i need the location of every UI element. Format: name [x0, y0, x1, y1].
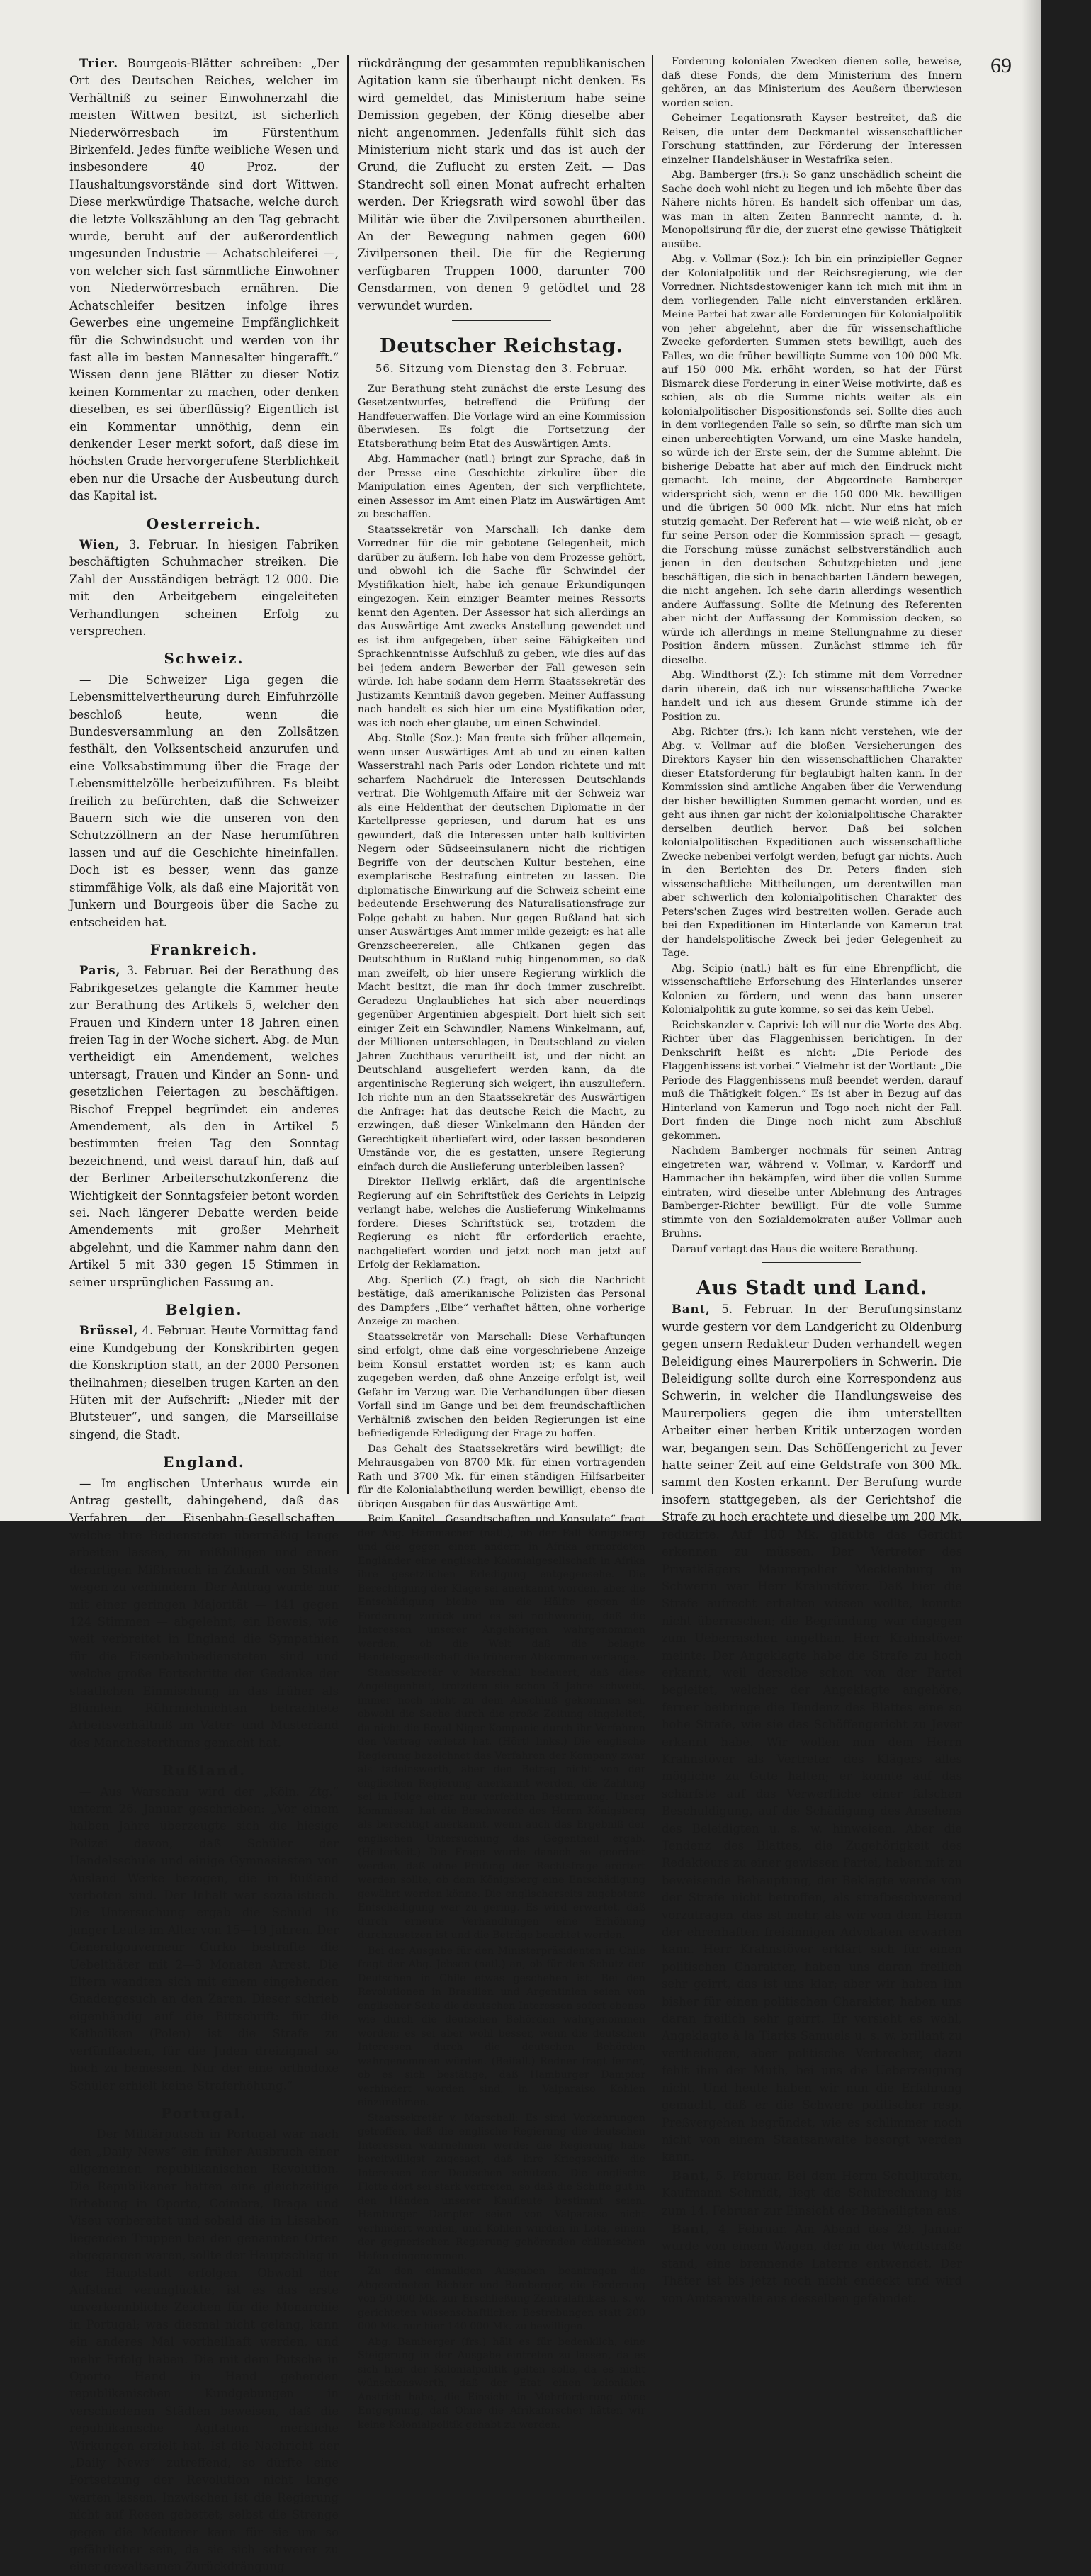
section-heading: Oesterreich.	[146, 514, 262, 532]
article-bruessel	[69, 1322, 339, 1444]
article-text: 3. Februar. Bei der Berathung des Fabrikgesetzes gelangte die Kammer heute zur Berathung des Artikels 5, welcher den Frauen und Kindern unter 18 Jahren einen freien Tag in der Woche sichert. Abg. de Mun vertheidigt ein Amendement, welches untersagt, Frauen und Kinder an Sonn- und gesetzlichen Feiertagen zu beschäftigen. Bischof Freppel begründet ein anderes Amendement, als den in Artikel 5 bestimmten freien Tag den Sonntag bezeichnend, und weist darauf hin, daß auf der Berliner Arbeiterschutzkonferenz die Wichtigkeit der Sonntagsfeier betont worden sei. Nach längerer Debatte werden beide Amendements mit großer Mehrheit abgelehnt, und die Kammer nahm dann den Artikel 5 mit 330 gegen 15 Stimmen in seiner ursprünglichen Fassung an.	[69, 964, 339, 1289]
report-paragraph: Staatssekretär v. Marschall bedauert, daß diese Angelegenheit, trotzdem sie schon 3 Jahre schwebt, immer noch nicht zu dem Abschluß gekommen sei, obwohl die Sache durch die große Zeitung eingeleitet, da nicht die Royal Niger Kompanie durch ihr Verfahren den Vertrag verletzt hat. (Hört! links.) Die englische Regierung bezeichnet das Verfahren der Kompany zwar als tadelnswerth, aber den Betrag nicht von der englischen Regierung anerkannt werden, die Zahlung sei in Folge einer nur verfehlten Bestimmung. Unser Kommissar hat die Beschwerde des Herrn Königsberg als berechtigt anerkannt, wenn auch das Ergebniß der englischen Untersuchung das Gegentheil ergab. (Heiterkeit.) Die Frage wurde danach so geordnet werden, daß ohne Prüfung der Rechtsfrage erörtert werden sollte, ob dem Königsberg eine Entschädigung gewährt werden könne. Die englischerseits zugebotene Entschädigung war zu gering. Es wird erwartet, daß durch erneute Verhandlungen eine Erhöhung durchzusetzen ist und die Beträge beachtet werden.	[358, 1667, 645, 1942]
dateline: Bant,	[672, 2169, 711, 2183]
page-number: 69	[990, 54, 1012, 77]
article-text: 5. Februar. Bei dem Herrn Schuljuraten, Kaufmann Schmidt, liegt die Schulrechnung bis zum 14. Februar zur Einsicht der Betheiligten aus.	[662, 2169, 962, 2217]
article-text: — Der Militärputsch in Portugal war nach den „Daily News“ ein früher Ausbruch einer allgemeinen republikanischen Revolution. Die Republikaner hatten eine gleichzeitige Erhebung in Oporto, Coimbra, Braga und Viseu vorbereitet und sobald die in Lissabon liegenden Truppen bei den genannten Orten abgegangen waren, sollte der Hauptschlag in der Hauptstadt erfolgen. Obwohl der Aufstand verunglückte, ist es das erste unverkennbliche Zeichen für die Monarchie in Portugal; was diesmal nicht gelang, kann ein anderes Mal vortheilhaft werden, und mehr Erfolg haben. Die mit dem Putsche in Oporto Hand in Hand gehenden republikanischen Kundgebungen in verschiedenen Städten beweisen, daß die republikanische Agitation merkliche Wirkungen erzielt hat. Ist die Nachricht der „Daily News“ zutreffend, so dürfte eine Fortsetzung der Revolution nicht lange warten lassen. Inzwischen ist die Regierung nicht auf Rosen gebettet; selbst die Strenge gegen die Meuterer kann für sie um so gefährlicher sein, da sie sich schwerer zu einer gewaltsamen Zurückdrängung	[69, 2127, 339, 2574]
report-paragraph: Staatssekretär v. Marschall: Es sind Vorkehrungen getroffen, daß die englische Regierung die deutschen Interessen wahrnehmen werde; die Regierung habe bereitwilligst zugesagt, daß ihre Kriegsschiffe die Interessen der Deutschen schützen. Die englische Flotte dort sei stark vertreten, so daß die Schiffe gut in den Händen unserer Kaufleute bestimmt seien. Hamburger Dampfer seien von Valparaiso nicht verhindert worden, und Kohlen wurden in Lota, einem der gegnerischen Regierung gehörenden chilenischen Hafen eingenommen.	[358, 2112, 645, 2262]
dateline: Brüssel,	[79, 1324, 139, 1338]
report-paragraph: Darauf vertagt das Haus die weitere Berathung.	[672, 1243, 918, 1255]
report-paragraph: Forderung kolonialen Zwecken dienen solle, beweise, daß diese Fonds, die dem Ministerium des Innern gehören, an das Ministerium des Aeußern überwiesen worden seien.	[662, 56, 962, 109]
section-heading: Frankreich.	[149, 940, 259, 958]
dateline: Paris,	[79, 964, 121, 978]
report-paragraph: Abg. Windthorst (Z.): Ich stimme mit dem Vorredner darin überein, daß ich nur wissenschaftliche Zwecke handelt und ich aus diesem Grunde stimme ich der Position zu.	[662, 670, 962, 723]
column-divider	[652, 55, 653, 1494]
report-paragraph: Abg. Bamberger (frs.): So ganz unschädlich scheint die Sache doch wohl nicht zu liegen und ich möchte über das Nähere nichts hören. Es handelt sich offenbar um das, was man in alten Zeiten Bannrecht nannte, d. h. Monopolisirung für die, der zuerst eine gewisse Thätigkeit ausübe.	[662, 169, 962, 250]
report-paragraph: Abg. v. Vollmar (Soz.): Ich bin ein prinzipieller Gegner der Kolonialpolitik und der Reichsregierung, wie der Vorredner. Nichtsdestoweniger kann ich mich mit ihm in dem vorliegenden Falle nicht einverstanden erklären. Meine Partei hat zwar alle Forderungen für Kolonialpolitik von jeher abgelehnt, aber die für wissenschaftliche Zwecke geforderten Summen stets bewilligt, auch des Falles, wo die früher bewilligte Summe von 100 000 Mk. auf 150 000 Mk. erhöht worden, so hat der Fürst Bismarck diese Forderung in einer Weise motivirte, daß es schien, als ob die Summe nichts weiter als ein kolonialpolitischer Dispositionsfonds sei. Sollte dies auch in dem vorliegenden Falle so sein, so dürfte man sich um einen unberechtigten Vorwand, um eine Maske handeln, so würde ich der Erste sein, der die Summe ablehnt. Die bisherige Debatte hat aber auf mich den Eindruck nicht gemacht. Ich meine, der Abgeordnete Bamberger widerspricht sich, wenn er die 150 000 Mk. bewilligen und die übrigen 50 000 Mk. nicht. Nur eins hat mich stutzig gemacht. Der Referent hat — wie weiß nicht, ob er für seine Person oder die Kommission sprach — gesagt, die Forschung müsse zunächst selbstverständlich auch jenen in den deutschen Schutzgebieten und jene beschäftigen, die sich in benachbarten Ländern bewegen, die nicht angehen. Ich sehe darin allerdings wesentlich andere Auffassung. Sollte die Meinung des Referenten aber nicht der Auffassung der Kommission decken, so würde ich allerdings in meine Stellungnahme zu dieser Position ändern müssen. Zunächst stimme ich für dieselbe.	[662, 254, 962, 666]
section-heading: Portugal.	[161, 2104, 247, 2122]
session-subtitle: 56. Sitzung vom Dienstag den 3. Februar.	[375, 361, 628, 375]
report-paragraph: Reichskanzler v. Caprivi: Ich will nur die Worte des Abg. Richter über das Flaggenhissen berichtigen. In der Denkschrift heißt es nicht: „Die Periode des Flaggenhissens ist vorbei.“ Vielmehr ist der Wortlaut: „Die Periode des Flaggenhissens muß beendet werden, darauf muß die Thätigkeit folgen.“ Es ist aber in Bezug auf das Hinterland von Kamerun und Togo noch nicht der Fall. Dort finden die Dinge noch nicht zum Abschluß gekommen.	[662, 1019, 962, 1142]
reichstag-report-continued	[662, 55, 962, 1256]
report-paragraph: Abg. Bamberger (frs.) hält es für bedenklich, eine Steigerung in der Ausgabe eintreten zu lassen, da es sich hier der Kolonialpolitik gelten solle, da es nicht wünschenswerth, daß der Etat einen kolonialen Anstrich habe, die Einsicht in Mehrforderung ohne Entgegnung, daß Ohne die Afrikaforscher hätten wir keine Kolonialpolitik gehabt zu werden.	[358, 2336, 645, 2431]
dateline: Wien,	[79, 537, 120, 551]
report-paragraph: Staatssekretär von Marschall: Diese Verhaftungen sind erfolgt, ohne daß eine vorgeschriebene Anzeige beim Konsul erstattet worden ist; es kann auch zugegeben werden, daß ohne Anzeige erfolgt ist, weil Gefahr im Verzug war. Die Verhandlungen über diesen Vorfall sind im Gange und bei dem freundschaftlichen Verhältniß zwischen den beiden Regierungen ist eine befriedigende Erledigung der Frage zu hoffen.	[358, 1331, 645, 1440]
article-text: 3. Februar. In hiesigen Fabriken beschäftigten Schuhmacher streiken. Die Zahl der Ausständigen beträgt 12 000. Die mit den Arbeitgebern eingeleiteten Verhandlungen scheinen Erfolg zu versprechen.	[69, 537, 339, 638]
article-wien	[69, 536, 339, 640]
section-heading: Belgien.	[165, 1301, 243, 1319]
article-text: — Aus Warschau wird der „Köln. Ztg.“ unterm 26. Januar geschrieben: „Vor einem halben Jahre überzeugte sich die hiesige Polizei davon, daß Schüler der Handelsschule und einige Gymnasiasten von Ausland Werke bezogen, die in Rußland verboten sind. Der Inhalt war sozialistisch. Die Untersuchung ergab die Schuld 16 junger Leute im Alter von 15—19 Jahren. Der Generalgouverneur Gurko bestrafte die Uebelthäter mit 2—3 Monaten Arrest. Die Eltern wandten sich mit einem eingehenden Gnadengesuch an den Zaren. Dieser schrieb eigenhändig auf die Bittschrift: für die Katholiken (Polen) ist die Strafe zu verfünffachen, für die Juden dreizigmal so hoch zu bemessen. Nur der eine orthodoxe Schüler erhielt keine Straferhöhung.“	[69, 1784, 339, 2093]
column-left	[69, 55, 339, 2574]
divider-rule	[762, 1262, 861, 1263]
column-middle	[358, 55, 645, 2431]
article-text: 4. Februar. Heute Vormittag fand eine Kundgebung der Konskribirten gegen die Konskription statt, an der 2000 Personen theilnahmen; dieselben trugen Karten an den Hüten mit der Aufschrift: „Nieder mit der Blutsteuer“, und sangen, die Marseillaise singend, die Stadt.	[69, 1324, 339, 1441]
section-heading: Schweiz.	[164, 650, 244, 668]
report-paragraph: Abg. Stolle (Soz.): Man freute sich früher allgemein, wenn unser Auswärtiges Amt ab und zu einen kalten Wasserstrahl nach Paris oder London richtete und mit scharfem Nachdruck die Interessen Deutschlands vertrat. Die Wohlgemuth-Affaire mit der Schweiz war als eine Heldenthat der deutschen Diplomatie in der Kartellpresse gepriesen, und darum hat es uns gewundert, daß die Interessen unter halb kultivirten Negern oder Südseeinsulanern nicht die richtigen Begriffe von der deutschen Kultur bestehen, eine exemplarische Bestrafung eintreten zu lassen. Die diplomatische Einwirkung auf die Schweiz scheint eine bedeutende Erschwerung des Naturalisationsfrage zur Folge gehabt zu haben. Nur gegen Rußland hat sich unser Auswärtiges Amt immer milde gezeigt; es hat alle Grenzscheerereien, alle Chikanen gegen das Deutschthum in Rußland ruhig hingenommen, so daß man zweifelt, ob hier unsere Regierung wirklich die Macht besitzt, die man ihr doch immer zuschreibt. Geradezu Unglaubliches hat sich aber neuerdings gegenüber Argentinien abgespielt. Dort hielt sich seit einiger Zeit ein Schwindler, Namens Winkelmann, auf, der Millionen unterschlagen, in Deutschland zu vielen Jahren Zuchthaus verurtheilt ist, und der nicht an Deutschland ausgeliefert werden kann, da die argentinische Regierung sich weigert, ihn auszuliefern. Ich richte nun an den Staatssekretär des Auswärtigen die Anfrage: hat das deutsche Reich die Macht, zu erzwingen, daß dieser Winkelmann den Händen der Gerechtigkeit überliefert wird, oder lassen besonderen Umstände vor, die es gestatten, unsere Regierung einfach durch die Auslieferung unterbleiben lassen?	[358, 733, 645, 1173]
column-divider	[347, 55, 349, 1494]
article-text: 5. Februar. In der Berufungsinstanz wurde gestern vor dem Landgericht zu Oldenburg gegen unsern Redakteur Duden verhandelt wegen Beleidigung eines Maurerpoliers in Schwerin. Die Beleidigung sollte durch eine Korrespondenz aus Schwerin, in welcher die Handlungsweise des Maurerpoliers gegen die ihm unterstellten Arbeiter einer herben Kritik unterzogen worden war, begangen sein. Das Schöffengericht zu Jever hatte seiner Zeit auf eine Geldstrafe von 300 Mk. sammt den Kosten erkannt. Der Berufung wurde insofern stattgegeben, als der Gerichtshof die Strafe zu hoch erachtete und dieselbe um 200 Mk. reduzirte. Auf 100 Mk. glaubte das Gericht erkennen zu müssen. Der Vertreter des Privatklägers Maurerpolier Mecklenburg in Schwerin war Herr Krahnstöver. Daß hier die Strafe aufrecht erhalten wissen wollte, konnte nicht überraschen; die Begründung war dagegen zum Ueberraschen angethan. Herr Krahnstöver meinte: Der Angeklagte habe die Strafe zu hoch erkannt, weil derselbe schon von der Partei begleitet, welcher der Angeklagte angehöre, ferner beibringe die Tendenz des Blattes eine so hohe Strafe, wie sie das Schöffengericht zu Jever erkannt habe. Wir wollen nun dem Herrn Krahnstöver als Vertreter des Klägers alles mögliche zu Gute halten; er konnte auf das schärfste auf das Verwerfliche einer falschen Beschuldigung, auf die Schädigung des Ansehens des Beleidigten u. s. w. hinweisen. Aber die Tendenz des Blattes, die Zugehörigkeit des Redakteurs zu einer gewissen Partei, haben mit zu beweisende Behauptung, der Beklagte werde von der Strafe nicht betroffen, als strafbeschwerend vorzutragen, das ist mehr, als wir von dem Herrn der ehrenhaften freisinnigen Advokaten erwarten kann. Herr Krahnstöver erklärt sich für einen politischen Charakter, haben uns daran freilich sehr geirrt, das ist uns klar; aber wir haben ihn bisher für einen politischen Charakter, haben uns daran freilich sehr geirrt. Er versieht es wohl, Angeklagte à la Tiarks Samuels u. s. w. brillant zu vertheidigen, aber politische Verbrecher, dazu fehlt ihm der Muth, bei uns die Ueberzeugung nicht. Und heute haben wir nun die Erfahrung gemacht, daß er die Schwere politischer resp. Preßvergehen begründet, wie es schlimmer noch nicht von einem Staatsanwalte besorgt werden kann.	[662, 1303, 962, 2164]
dateline: Bant,	[672, 1303, 711, 1317]
report-paragraph: Das Gehalt des Staatssekretärs wird bewilligt; die Mehrausgaben von 8700 Mk. für einen vortragenden Rath und 3700 Mk. für einen ständigen Hilfsarbeiter für die Kolonialabtheilung werden bewilligt, ebenso die übrigen Ausgaben für das Auswärtige Amt.	[358, 1443, 645, 1510]
section-heading: England.	[163, 1453, 245, 1471]
divider-rule	[452, 320, 551, 321]
report-paragraph: Staatssekretär von Marschall: Ich danke dem Vorredner für die mir gebotene Gelegenheit, mich darüber zu äußern. Ich habe von dem Prozesse gehört, und obwohl ich die Sache für Schwindel der Mystifikation hielt, habe ich genaue Erkundigungen eingezogen. Kein einziger Beamter meines Ressorts kennt den Agenten. Der Assessor hat sich allerdings an das Auswärtige Amt zwecks Anstellung gewendet und es ist ihm aufgegeben, über seine Fähigkeiten und Sprachkenntnisse Aufschluß zu geben, wie dies auf das bei jedem andern Bewerber der Fall gewesen sein würde. Ich habe sodann dem Herrn Staatssekretär des Justizamts Kenntniß davon gegeben. Meiner Auffassung nach handelt es sich hier um eine Mystifikation oder, was ich noch eher glaube, um einen Schwindel.	[358, 524, 645, 729]
article-paris	[69, 962, 339, 1291]
dateline: Bant,	[672, 2222, 711, 2236]
article-text: Bourgeois-Blätter schreiben: „Der Ort des Deutschen Reiches, welcher im Verhältniß zu seiner Einwohnerzahl die meisten Wittwen besitzt, ist sicherlich Niederwörresbach im Fürstenthum Birkenfeld. Jedes fünfte weibliche Wesen und insbesondere 40 Proz. der Haushaltungsvorstände sind dort Wittwen. Diese merkwürdige Thatsache, welche durch die letzte Volkszählung an den Tag gebracht wurde, beruht auf der außerordentlich ungesunden Industrie — Achatschleiferei —, von welcher sich fast sämmtliche Einwohner von Niederwörresbach ernähren. Die Achatschleifer besitzen infolge ihres Gewerbes eine ungemeine Empfänglichkeit für die Schwindsucht und werden von ihr fast alle im besten Mannesalter hingerafft.“ Wissen denn jene Blätter zu dieser Notiz keinen Kommentar zu machen, oder denken dieselben, es sei überflüssig? Eigentlich ist ein Kommentar unnöthig, denn ein denkender Leser merkt sofort, daß diese im höchsten Grade hervorgerufene Sterblichkeit eben nur die Ursache der Ausbeutung durch das Kapital ist.	[69, 57, 339, 503]
article-text: — Die Schweizer Liga gegen die Lebensmittelvertheurung durch Einfuhrzölle beschloß heute, wenn die Bundesversammlung an den Zollsätzen festhält, den Volksentscheid anzurufen und eine Volksabstimmung über die Frage der Lebensmittelzölle herbeizuführen. Es bleibt freilich zu befürchten, daß die Schweizer Bauern sich wie die unseren von den Schutzzöllnern an der Nase herumführen lassen und auf die Geschichte hineinfallen. Doch ist es besser, wenn das ganze stimmfähige Volk, als daß eine Majorität von Junkern und Bourgeois über die Sache zu entscheiden hat.	[69, 673, 339, 929]
article-bant-2	[662, 2168, 962, 2220]
section-heading: Deutscher Reichstag.	[379, 335, 624, 358]
article-bant-3	[662, 2221, 962, 2307]
report-paragraph: Abg. Sperlich (Z.) fragt, ob sich die Nachricht bestätige, daß amerikanische Polizisten das Personal des Dampfers „Elbe“ verhaftet hätten, ohne vorherige Anzeige zu machen.	[358, 1274, 645, 1328]
report-paragraph: Geheimer Legationsrath Kayser bestreitet, daß die Reisen, die unter dem Deckmantel wissenschaftlicher Forschung stattfinden, zur Förderung der Interessen einzelner Handelshäuser in Westafrika seien.	[662, 113, 962, 166]
article-trier	[69, 55, 339, 505]
report-paragraph: Abg. Hammacher (natl.) bringt zur Sprache, daß in der Presse eine Geschichte zirkulire über die Manipulation eines Agenten, der sich verpflichtete, einen Assessor im Amt einen Platz im Auswärtigen Amt zu beschaffen.	[358, 454, 645, 521]
article-text: — Im englischen Unterhaus wurde ein Antrag gestellt, dahingehend, daß das Verfahren der Eisenbahn-Gesellschaften, welche ihre Bediensteten übermäßig lange arbeiten lassen, zu mißbilligen und einen derartigen Mißbrauch in Zukunft von Staats wegen zu verhindern. Der Antrag wurde nur mit einer geringen Majorität — 141 gegen 124 Stimmen — abgelehnt; ein Beweis, wie weit verbreitet in England die Sympathien für die Eisenbahnbediensteten sind und welche große Fortschritte der Gedanke der staatlichen Einmischung in das früher als Blümlein Rührmichnichtan betrachtete Arbeitsverhältniß im Vater- und Musterland des Manchesterthums gemacht hat.	[69, 1476, 339, 1750]
article-bant-1	[662, 1301, 962, 2166]
report-paragraph: Zur Berathung steht zunächst die erste Lesung des Gesetzentwurfes, betreffend die Prüfung der Handfeuerwaffen. Die Vorlage wird an eine Kommission überwiesen. Es folgt die Fortsetzung der Etatsberathung beim Etat des Auswärtigen Amts.	[358, 383, 645, 450]
report-paragraph: Beim Kapitel „Gesandtschaften und Konsulate“ fragt der Abg. Hammacher (natl.), ob der Fall Königsberg und die gegen einen andern in Afrika ermordeten Engländer eine englische Kolonialgesellschaft in Afrika ihre gesetzlichen Erledigung entgegensehe. Die Berechtigung der Klage sei anerkannt worden, aber die Entschädigung bleibe um die Hälfte gegen die Forderung zurück und es sei nothwendig, daß die Interessen unserer Angehörigen wahrgenommen werden, ob die Welt daß die belagte Handelsgesellschaft die früheren Abkommen verlange.	[358, 1514, 645, 1664]
report-paragraph: Direktor Hellwig erklärt, daß die argentinische Regierung auf ein Schriftstück des Gerichts in Leipzig verlangt habe, welches die Auslieferung Winkelmanns fordere. Dieses Schriftstück sei, trotzdem die Regierung es nicht für erforderlich erachte, nachgeliefert worden und jetzt noch man jetzt auf Erfolg der Reklamation.	[358, 1176, 645, 1271]
reichstag-report	[358, 383, 645, 2433]
column-right	[662, 55, 962, 2305]
report-paragraph: Nachdem Bamberger nochmals für seinen Antrag eingetreten war, während v. Vollmar, v. Kardorff und Hammacher ihn bekämpfen, wird über die vollen Summe eintraten, wird dieselbe unter Ablehnung des Antrages Bamberger-Richter bewilligt. Für die volle Summe stimmte von den Sozialdemokraten außer Vollmar auch Bruhns.	[662, 1145, 962, 1239]
article-text: 4. Februar. Am Abend des 29. Januar wurde von einem Wagen, der in der Werftstraße stand, eine brennende Laterne entwendet. Der Thäter ist bis jetzt noch nicht endeckt und wird von Amtsanwalte aus desselben gefahndet.	[662, 2222, 962, 2305]
report-paragraph: Bei der Ausgabe für den Ministerpräsidenten in Chile fragt der Abg. Jebsen (natl.) an, ob für den Schutz der Deutschen in Chile etwas geschehen ist. Bei den Revolutionen in Brasilien und Argentinien seien von englischer Seite die deutschen Interessen sofort ebenso wie durch die deutschen Behörden wahrgenommen worden; es sei aber wohl besser, wenn die deutschen Interessen durch die deutschen Behörden wahrgenommen würden. (Beifall.) Redner fragt ferner, ob es sich bestätige, daß Hamburger Dampfer verhindert worden sind, in Valparaiso Kohlen einzunehmen.	[358, 1945, 645, 2109]
report-paragraph: Abg. Scipio (natl.) hält es für eine Ehrenpflicht, die wissenschaftliche Erforschung des Hinterlandes unserer Kolonien zu fördern, und wenn das bann unserer Kolonialpolitik zu gute komme, so sei das kein Uebel.	[662, 962, 962, 1016]
report-paragraph: Zu den einmaligen Ausgaben beantragen die Abgeordneten Richter und Bamberger, die Forderung von 50 000 Mk. zur Erschließung Zentralafrikas u. s. w. gerichteten wissenschaftlichen Bestrebungen statt 200 000 Mk. nur hier 140 000 Mk. zu bewilligen.	[358, 2266, 645, 2333]
report-paragraph: Abg. Richter (frs.): Ich kann nicht verstehen, wie der Abg. v. Vollmar auf die bloßen Versicherungen des Direktors Kayser hin den wissenschaftlichen Charakter dieser Etatsforderung für beglaubigt halten kann. In der Kommission sind amtliche Angaben über die Verwendung der bisher bewilligten Summen gemacht worden, und es geht aus ihnen gar nicht der kolonialpolitische Charakter derselben deutlich hervor. Daß bei solchen kolonialpolitischen Expeditionen auch wissenschaftliche Zwecke nebenbei verfolgt werden, befugt gar nichts. Auch in den Berichten des Dr. Peters finden sich wissenschaftliche Mittheilungen, um derentwillen man aber schwerlich den kolonialpolitischen Charakter des Peters'schen Zuges wird bestreiten wollen. Gerade auch bei den Expeditionen im Hinterlande von Kamerun trat der handelspolitische Zweck bei jeder Gelegenheit zu Tage.	[662, 726, 962, 959]
section-heading: Aus Stadt und Land.	[696, 1277, 928, 1299]
section-heading: Rußland.	[162, 1762, 247, 1779]
article-text: rückdrängung der gesammten republikanischen Agitation kann sie überhaupt nicht denken. Es wird gemeldet, das Ministerium habe seine Demission gegeben, der König dieselbe aber nicht angenommen. Jedenfalls fühlt sich das Ministerium nicht stark und das ist auch der Grund, die Zuflucht zu ersten Zeit. — Das Standrecht soll einen Monat aufrecht erhalten werden. Der Kriegsrath wird sowohl über das Militär wie über die Zivilpersonen aburtheilen. An der Bewegung nahmen gegen 600 Zivilpersonen theil. Die für die Regierung verfügbaren Truppen 1000, darunter 700 Gensdarmen, von denen 9 getödtet und 28 verwundet wurden.	[358, 57, 645, 313]
dateline: Trier.	[79, 57, 119, 70]
